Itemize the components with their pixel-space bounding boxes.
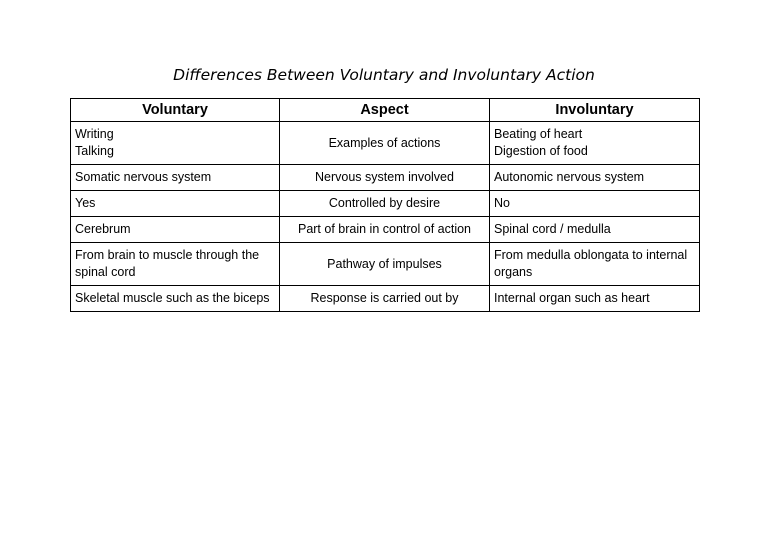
header-row — [71, 99, 700, 122]
involuntary-cell: Internal organ such as heart — [490, 286, 700, 312]
voluntary-cell — [71, 243, 280, 286]
involuntary-cell: Autonomic nervous system — [490, 165, 700, 191]
cell-line: Writing — [75, 127, 114, 141]
table-row — [71, 217, 700, 243]
cell-line: Beating of heart — [494, 127, 583, 141]
table-body — [71, 122, 700, 312]
table-row — [71, 286, 700, 312]
involuntary-cell — [490, 243, 700, 286]
aspect-cell: Nervous system involved — [280, 165, 490, 191]
cell-line: Talking — [75, 144, 114, 158]
cell-line: From medulla oblongata to internal — [494, 248, 688, 262]
aspect-cell: Part of brain in control of action — [280, 217, 490, 243]
voluntary-cell — [71, 122, 280, 165]
header-voluntary: Voluntary — [71, 99, 280, 122]
header-aspect: Aspect — [280, 99, 490, 122]
cell-line: Digestion of food — [494, 144, 588, 158]
comparison-table — [70, 98, 700, 312]
table-row — [71, 191, 700, 217]
aspect-cell: Controlled by desire — [280, 191, 490, 217]
aspect-cell: Examples of actions — [280, 122, 490, 165]
voluntary-cell: Yes — [71, 191, 280, 217]
table-row — [71, 122, 700, 165]
involuntary-cell — [490, 122, 700, 165]
involuntary-cell: No — [490, 191, 700, 217]
voluntary-cell: Cerebrum — [71, 217, 280, 243]
involuntary-cell: Spinal cord / medulla — [490, 217, 700, 243]
cell-line: spinal cord — [75, 265, 136, 279]
table-row — [71, 165, 700, 191]
aspect-cell: Pathway of impulses — [280, 243, 490, 286]
aspect-cell: Response is carried out by — [280, 286, 490, 312]
header-involuntary: Involuntary — [490, 99, 700, 122]
document-title: Differences Between Voluntary and Involuntary Action — [173, 66, 595, 84]
cell-line: From brain to muscle through the — [75, 248, 260, 262]
voluntary-cell: Somatic nervous system — [71, 165, 280, 191]
table-row — [71, 243, 700, 286]
voluntary-cell: Skeletal muscle such as the biceps — [71, 286, 280, 312]
table-header — [71, 99, 700, 122]
cell-line: organs — [494, 265, 533, 279]
